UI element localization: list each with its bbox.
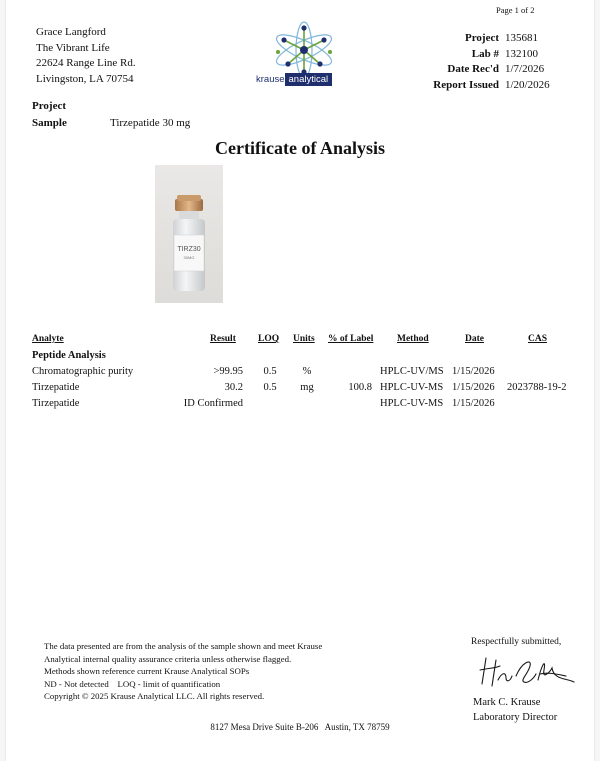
col-header-cas: CAS xyxy=(528,334,548,344)
project-label: Project xyxy=(32,100,66,112)
cell-result: ID Confirmed xyxy=(183,398,243,409)
footnote-line: Copyright © 2025 Krause Analytical LLC. All rights reserved. xyxy=(44,691,265,701)
sample-vial-photo xyxy=(155,165,223,303)
cell-analyte: Chromatographic purity xyxy=(32,366,134,377)
client-company: The Vibrant Life xyxy=(36,41,110,54)
meta-label: Date Rec'd xyxy=(447,63,499,76)
meta-label: Lab # xyxy=(471,47,499,60)
footnote-block xyxy=(44,640,322,703)
meta-label: Report Issued xyxy=(433,79,499,92)
col-header-units: Units xyxy=(293,334,315,344)
footnote-line: Analytical internal quality assurance criteria unless otherwise flagged. xyxy=(44,653,292,664)
certificate-page xyxy=(6,0,594,761)
col-header-analyte: Analyte xyxy=(32,334,64,344)
cell-analyte: Tirzepatide xyxy=(32,382,80,393)
col-header-pct-label: % of Label xyxy=(328,334,374,344)
cell-analyte: Tirzepatide xyxy=(32,398,80,409)
cell-date: 1/15/2026 xyxy=(452,398,495,409)
vial-label-line2: 30MG xyxy=(183,255,195,260)
cell-loq: 0.5 xyxy=(263,382,277,393)
meta-project xyxy=(414,31,550,47)
meta-lab-number xyxy=(414,47,550,63)
meta-report-issued xyxy=(414,78,550,94)
cell-result: >99.95 xyxy=(213,366,243,377)
cell-pct-label: 100.8 xyxy=(348,382,372,393)
meta-label: Project xyxy=(465,32,499,44)
signer-block xyxy=(473,695,557,725)
cell-result: 30.2 xyxy=(224,382,243,393)
footnote-line: Methods shown reference current Krause Analytical SOPs xyxy=(44,666,250,676)
cell-cas: 2023788-19-2 xyxy=(507,382,567,393)
cell-date: 1/15/2026 xyxy=(452,382,495,393)
client-name: Grace Langford xyxy=(36,26,106,38)
respectfully-submitted: Respectfully submitted, xyxy=(471,637,562,647)
col-header-method: Method xyxy=(397,334,429,344)
cell-method: HPLC-UV-MS xyxy=(380,382,444,393)
sample-label: Sample xyxy=(32,117,67,129)
client-address-block xyxy=(36,25,136,87)
logo-wordmark xyxy=(256,74,332,85)
meta-value: 1/7/2026 xyxy=(505,63,545,76)
vial-label-line1: TIRZ30 xyxy=(177,246,201,253)
report-meta xyxy=(414,31,550,94)
section-peptide-analysis: Peptide Analysis xyxy=(32,350,106,361)
logo-suffix: analytical xyxy=(285,73,333,86)
vial-icon xyxy=(155,165,223,303)
meta-value: 132100 xyxy=(505,47,538,60)
cell-method: HPLC-UV/MS xyxy=(380,366,444,377)
client-street: 22624 Range Line Rd. xyxy=(36,57,136,69)
meta-value: 135681 xyxy=(505,32,538,44)
cell-loq: 0.5 xyxy=(263,366,277,377)
logo-brand: krause xyxy=(256,74,285,85)
footnote-line: ND - Not detected LOQ - limit of quantification xyxy=(44,678,221,689)
lab-address: 8127 Mesa Drive Suite B-206 Austin, TX 78759 xyxy=(210,722,390,732)
cell-units: mg xyxy=(300,382,314,393)
meta-date-received xyxy=(414,62,550,78)
handwritten-signature-icon xyxy=(476,650,576,692)
cell-method: HPLC-UV-MS xyxy=(380,398,444,409)
signer-title: Laboratory Director xyxy=(473,712,558,723)
cell-units: % xyxy=(302,366,312,377)
col-header-loq: LOQ xyxy=(258,334,280,344)
document-title: Certificate of Analysis xyxy=(215,138,385,158)
page-number: Page 1 of 2 xyxy=(496,5,535,15)
client-city: Livingston, LA 70754 xyxy=(36,72,134,85)
meta-value: 1/20/2026 xyxy=(505,79,550,92)
sample-value: Tirzepatide 30 mg xyxy=(110,117,191,129)
col-header-result: Result xyxy=(210,334,236,344)
col-header-date: Date xyxy=(465,334,484,344)
signer-name: Mark C. Krause xyxy=(473,697,541,708)
cell-date: 1/15/2026 xyxy=(452,366,495,377)
footnote-line: The data presented are from the analysis of the sample shown and meet Krause xyxy=(44,641,323,651)
